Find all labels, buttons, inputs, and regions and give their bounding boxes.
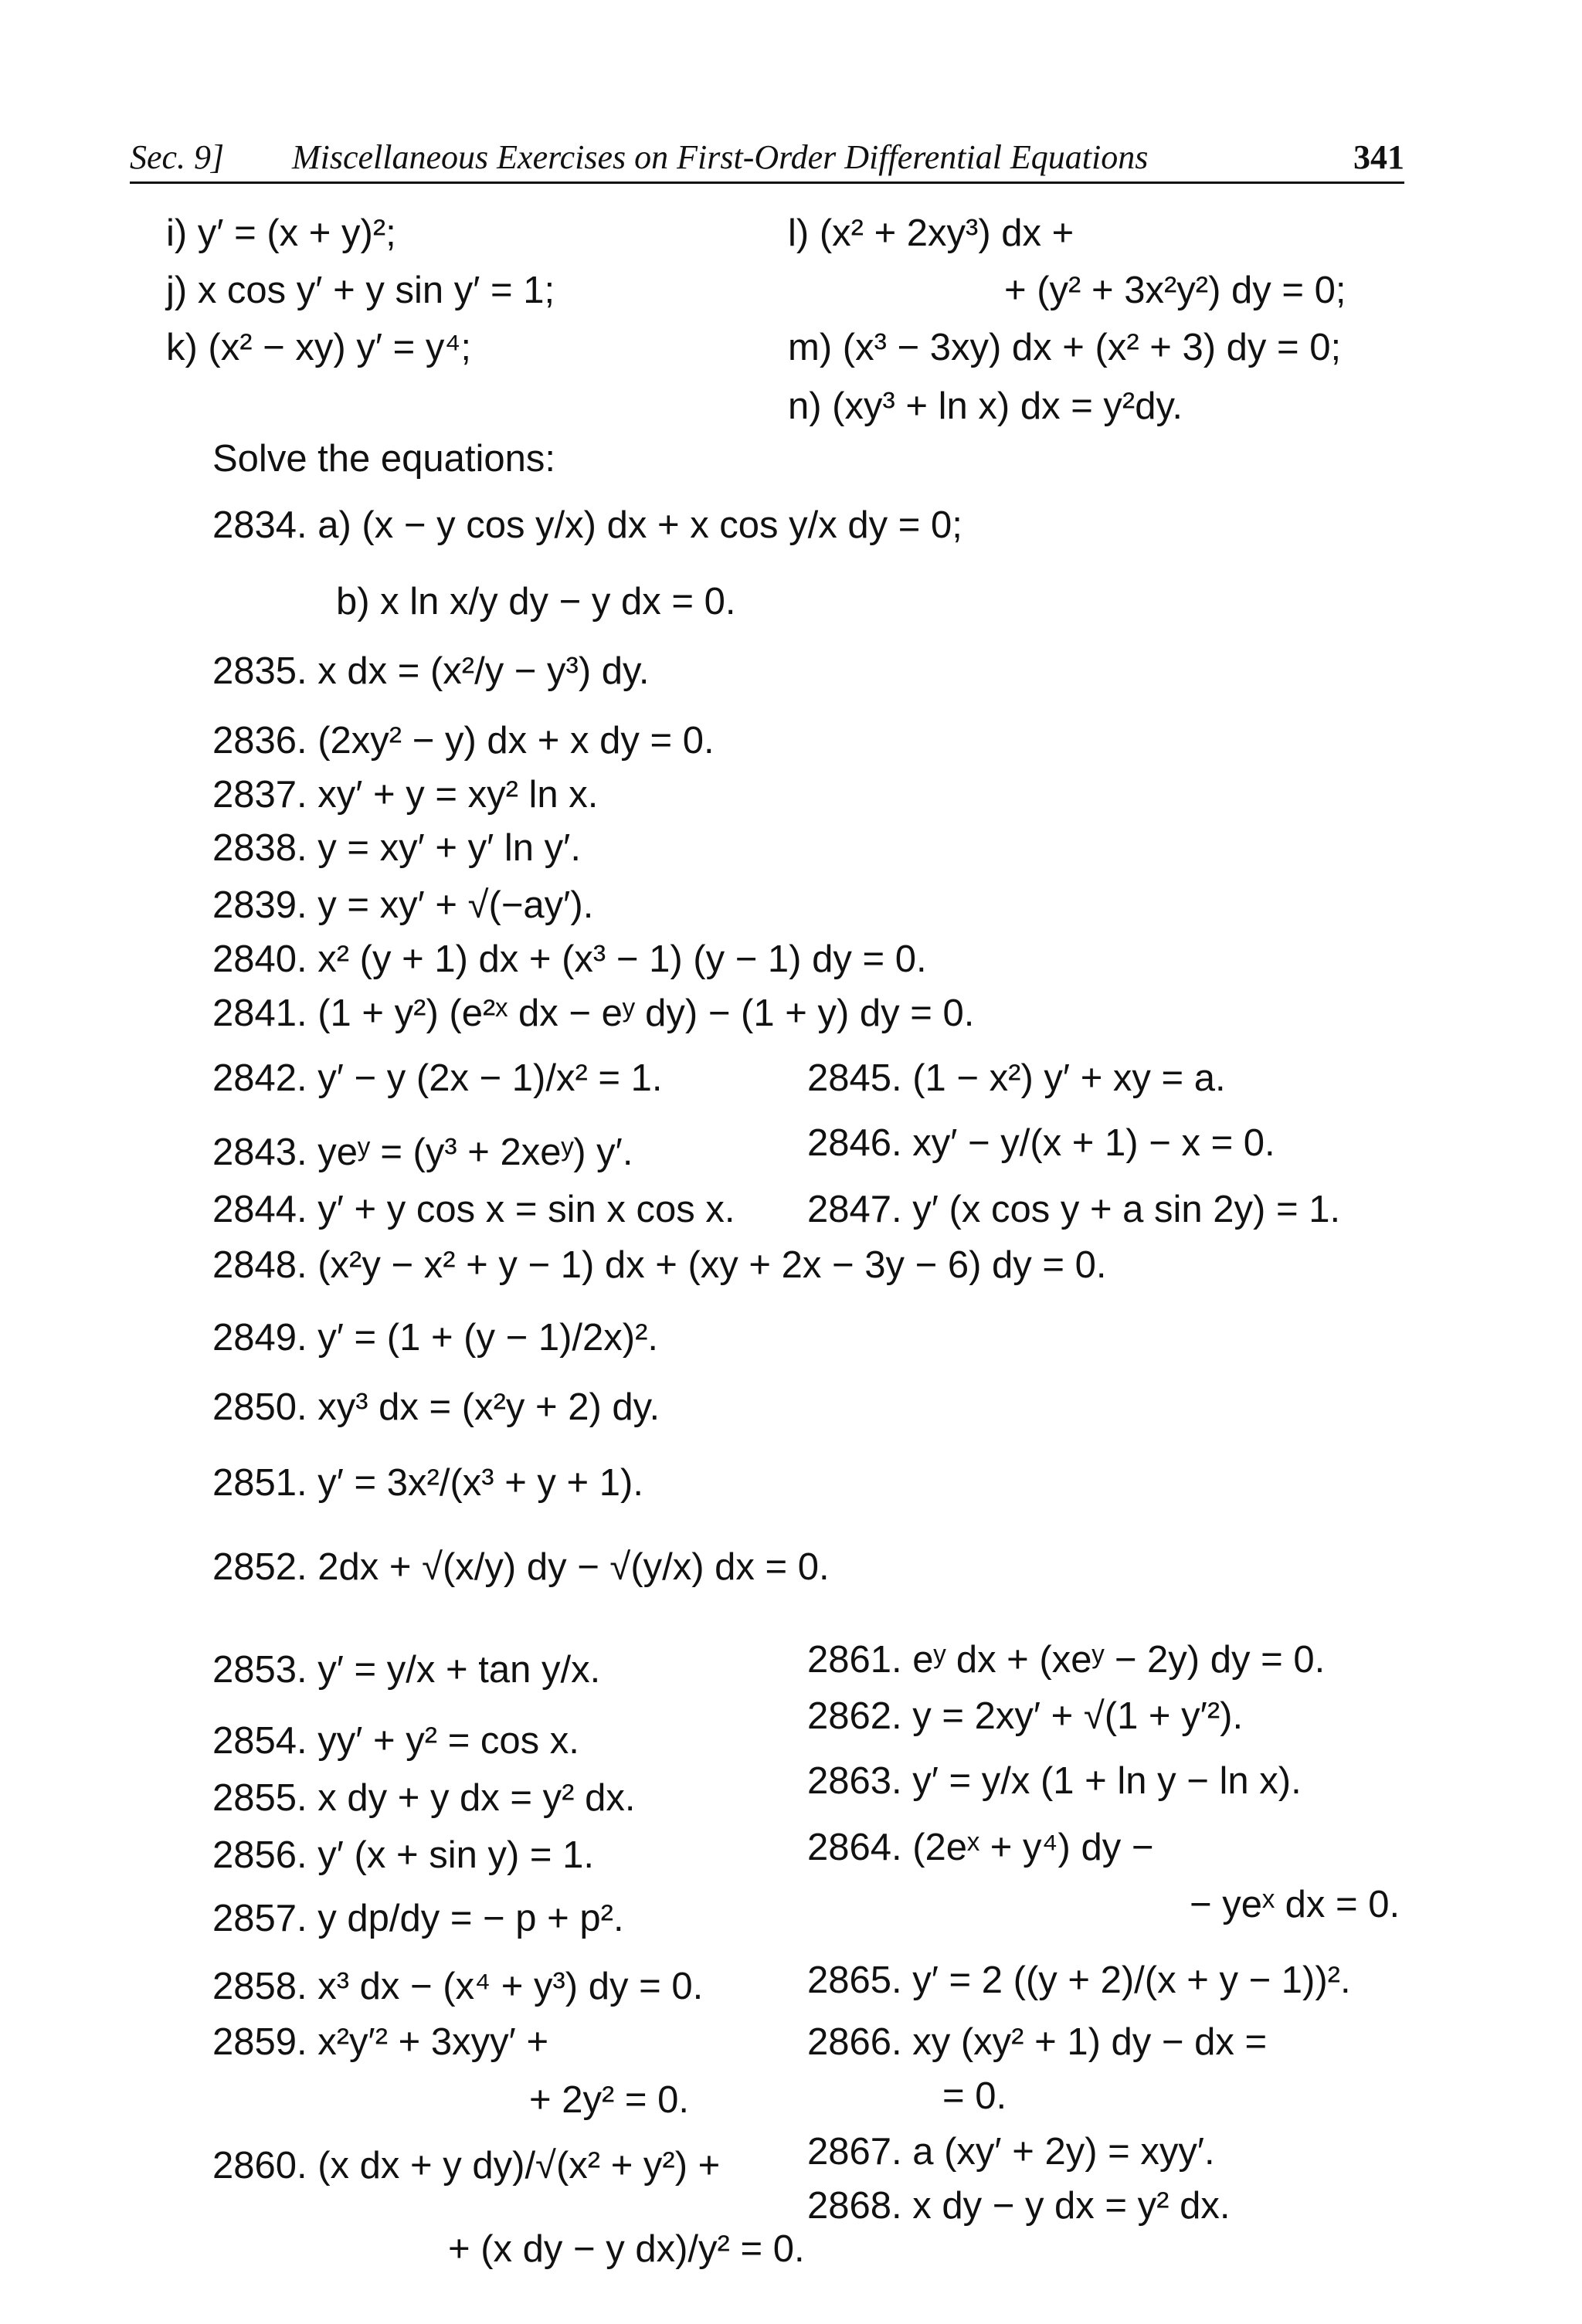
section-label: Sec. 9]	[130, 138, 225, 176]
item-m: m) (x³ − 3xy) dx + (x² + 3) dy = 0;	[788, 327, 1342, 368]
exercise-2841: 2841. (1 + y²) (e²ˣ dx − eʸ dy) − (1 + y) dy = 0.	[212, 992, 975, 1034]
exercise-2843: 2843. yeʸ = (y³ + 2xeʸ) y′.	[212, 1131, 633, 1173]
exercise-2851: 2851. y′ = 3x²/(x³ + y + 1).	[212, 1462, 643, 1504]
exercise-2835: 2835. x dx = (x²/y − y³) dy.	[212, 650, 650, 692]
exercise-2866-line2: = 0.	[942, 2075, 1007, 2117]
exercise-2857: 2857. y dp/dy = − p + p².	[212, 1898, 624, 1939]
exercise-2834-a: 2834. a) (x − y cos y/x) dx + x cos y/x dy = 0;	[212, 504, 962, 546]
item-l-line2: + (y² + 3x²y²) dy = 0;	[1004, 270, 1346, 311]
exercise-2844: 2844. y′ + y cos x = sin x cos x.	[212, 1189, 735, 1230]
exercise-2859-line2: + 2y² = 0.	[529, 2079, 690, 2121]
exercise-2836: 2836. (2xy² − y) dx + x dy = 0.	[212, 720, 715, 762]
item-n: n) (xy³ + ln x) dx = y²dy.	[788, 385, 1183, 427]
exercise-2838: 2838. y = xy′ + y′ ln y′.	[212, 827, 581, 869]
exercise-2845: 2845. (1 − x²) y′ + xy = a.	[807, 1057, 1226, 1099]
exercise-2863: 2863. y′ = y/x (1 + ln y − ln x).	[807, 1760, 1302, 1802]
exercise-2849: 2849. y′ = (1 + (y − 1)/2x)².	[212, 1317, 659, 1359]
running-header	[130, 137, 1404, 184]
exercise-2855: 2855. x dy + y dx = y² dx.	[212, 1777, 636, 1819]
exercise-2858: 2858. x³ dx − (x⁴ + y³) dy = 0.	[212, 1966, 704, 2007]
exercise-2868: 2868. x dy − y dx = y² dx.	[807, 2185, 1231, 2227]
exercise-2860-line2: + (x dy − y dx)/y² = 0.	[448, 2228, 805, 2270]
instruction: Solve the equations:	[212, 438, 556, 480]
item-k: k) (x² − xy) y′ = y⁴;	[166, 327, 472, 368]
exercise-2842: 2842. y′ − y (2x − 1)/x² = 1.	[212, 1057, 663, 1099]
exercise-2864-line2: − yeˣ dx = 0.	[1190, 1884, 1400, 1925]
exercise-2861: 2861. eʸ dx + (xeʸ − 2y) dy = 0.	[807, 1639, 1326, 1681]
exercise-2854: 2854. yy′ + y² = cos x.	[212, 1720, 579, 1762]
exercise-2862: 2862. y = 2xy′ + √(1 + y′²).	[807, 1695, 1244, 1737]
exercise-2860-line1: 2860. (x dx + y dy)/√(x² + y²) +	[212, 2145, 721, 2187]
exercise-2867: 2867. a (xy′ + 2y) = xyy′.	[807, 2131, 1215, 2173]
running-title: Miscellaneous Exercises on First-Order Differential Equations	[292, 138, 1149, 176]
exercise-2865: 2865. y′ = 2 ((y + 2)/(x + y − 1))².	[807, 1959, 1351, 2001]
exercise-2848: 2848. (x²y − x² + y − 1) dx + (xy + 2x − 3y − 6) dy = 0.	[212, 1244, 1107, 1286]
exercise-2864-line1: 2864. (2eˣ + y⁴) dy −	[807, 1827, 1154, 1868]
exercise-2846: 2846. xy′ − y/(x + 1) − x = 0.	[807, 1122, 1275, 1164]
exercise-2859-line1: 2859. x²y′² + 3xyy′ +	[212, 2021, 549, 2063]
exercise-2847: 2847. y′ (x cos y + a sin 2y) = 1.	[807, 1189, 1341, 1230]
item-l-line1: l) (x² + 2xy³) dx +	[788, 212, 1074, 254]
exercise-2853: 2853. y′ = y/x + tan y/x.	[212, 1649, 601, 1691]
exercise-2866-line1: 2866. xy (xy² + 1) dy − dx =	[807, 2021, 1268, 2063]
exercise-2852: 2852. 2dx + √(x/y) dy − √(y/x) dx = 0.	[212, 1546, 830, 1588]
exercise-2856: 2856. y′ (x + sin y) = 1.	[212, 1834, 594, 1876]
exercise-2837: 2837. xy′ + y = xy² ln x.	[212, 774, 599, 816]
exercise-2834-b: b) x ln x/y dy − y dx = 0.	[336, 581, 736, 623]
page-number: 341	[1353, 138, 1404, 176]
exercise-2840: 2840. x² (y + 1) dx + (x³ − 1) (y − 1) dy = 0.	[212, 938, 927, 980]
exercise-2839: 2839. y = xy′ + √(−ay′).	[212, 884, 594, 926]
item-i: i) y′ = (x + y)²;	[166, 212, 396, 254]
exercise-2850: 2850. xy³ dx = (x²y + 2) dy.	[212, 1386, 660, 1428]
item-j: j) x cos y′ + y sin y′ = 1;	[166, 270, 555, 311]
